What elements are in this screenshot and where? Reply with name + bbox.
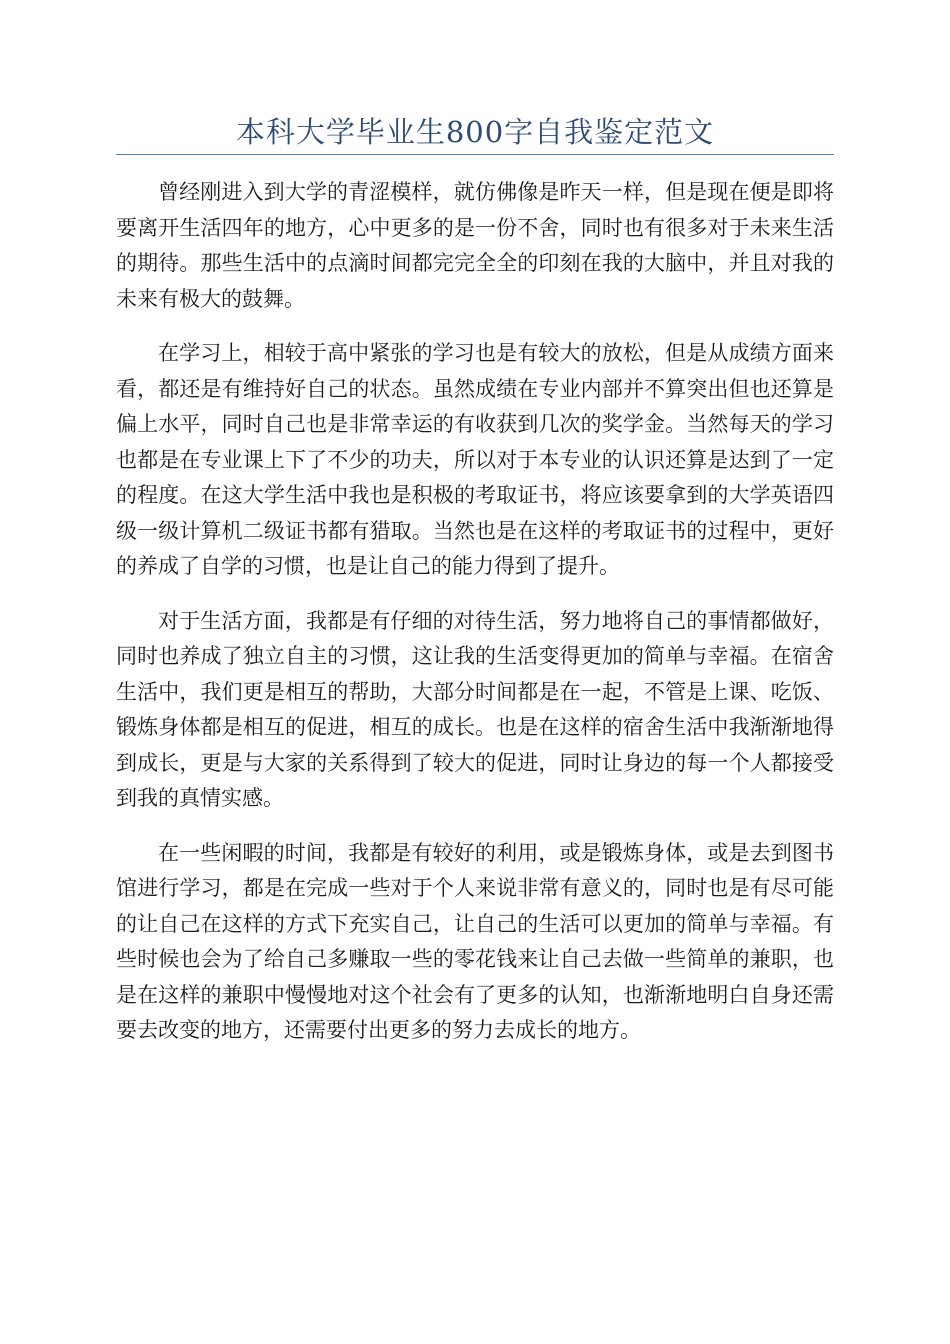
document-title: 本科大学毕业生800字自我鉴定范文 xyxy=(235,115,715,149)
paragraph-2: 在学习上，相较于高中紧张的学习也是有较大的放松，但是从成绩方面来看，都还是有维持好自己的状态。虽然成绩在专业内部并不算突出但也还算是偏上水平，同时自己也是非常幸运的有收获到几次的奖学金。当然每天的学习也都是在专业课上下了不少的功夫，所以对于本专业的认识还算是达到了一定的程度。在这大学生活中我也是积极的考取证书，将应该要拿到的大学英语四级一级计算机二级证书都有猎取。当然也是在这样的考取证书的过程中，更好的养成了自学的习惯，也是让自己的能力得到了提升。 xyxy=(116,341,834,578)
paragraph-3: 对于生活方面，我都是有仔细的对待生活，努力地将自己的事情都做好，同时也养成了独立自主的习惯，这让我的生活变得更加的简单与幸福。在宿舍生活中，我们更是相互的帮助，大部分时间都是在一起，不管是上课、吃饭、锻炼身体都是相互的促进，相互的成长。也是在这样的宿舍生活中我渐渐地得到成长，更是与大家的关系得到了较大的促进，同时让身边的每一个人都接受到我的真情实感。 xyxy=(116,608,834,810)
title-underline xyxy=(116,154,834,155)
document-body xyxy=(116,175,834,1068)
paragraph-1: 曾经刚进入到大学的青涩模样，就仿佛像是昨天一样，但是现在便是即将要离开生活四年的地方，心中更多的是一份不舍，同时也有很多对于未来生活的期待。那些生活中的点滴时间都完完全全的印刻在我的大脑中，并且对我的未来有极大的鼓舞。 xyxy=(116,180,834,311)
paragraph-4: 在一些闲暇的时间，我都是有较好的利用，或是锻炼身体，或是去到图书馆进行学习，都是在完成一些对于个人来说非常有意义的，同时也是有尽可能的让自己在这样的方式下充实自己，让自己的生活可以更加的简单与幸福。有些时候也会为了给自己多赚取一些的零花钱来让自己去做一些简单的兼职，也是在这样的兼职中慢慢地对这个社会有了更多的认知，也渐渐地明白自身还需要去改变的地方，还需要付出更多的努力去成长的地方。 xyxy=(116,840,834,1042)
